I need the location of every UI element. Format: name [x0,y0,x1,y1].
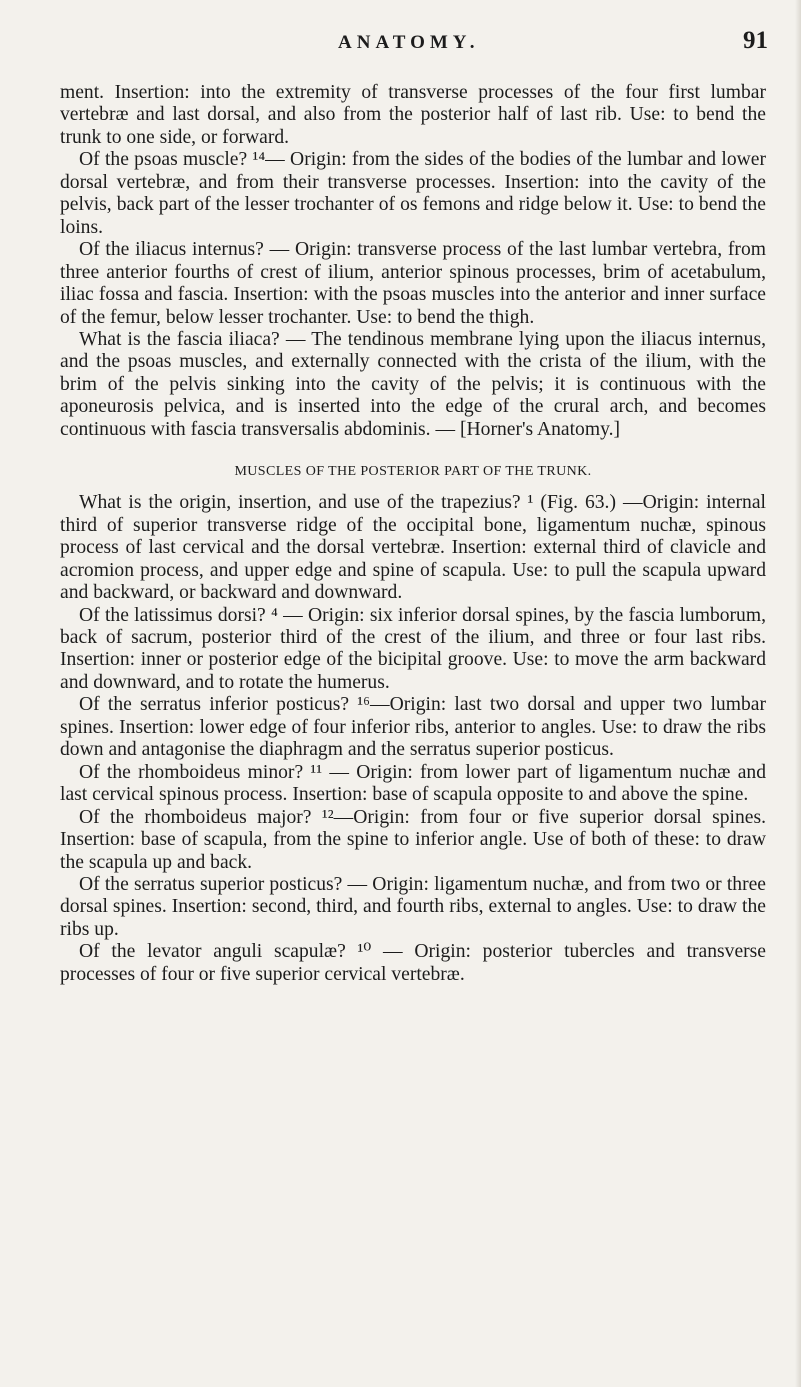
paragraph-psoas: Of the psoas muscle? ¹⁴— Origin: from the sides of the bodies of the lumbar and lower dorsal vertebræ, and from their transverse processes. Insertion: into the cavity of the pelvis, back part of the lesser trochanter of os femons and ridge below it. Use: to bend the loins. [60,149,766,238]
paragraph-iliacus-internus: Of the iliacus internus? — Origin: transverse process of the last lumbar vertebra, from three anterior fourths of crest of ilium, anterior spinous processes, brim of acetabulum, iliac fossa and fascia. Insertion: with the psoas muscles into the anterior and inner surface of the femur, below lesser trochanter. Use: to bend the thigh. [60,239,766,328]
paragraph-trapezius: What is the origin, insertion, and use of the trapezius? ¹ (Fig. 63.) —Origin: internal third of superior transverse ridge of the occipital bone, ligamentum nuchæ, spinous process of last cervical and the dorsal vertebræ. Insertion: external third of clavicle and acromion process, and upper edge and spine of scapula. Use: to pull the scapula upward and backward, or backward and downward. [60,492,766,604]
paragraph-rhomboideus-major: Of the rhomboideus major? ¹²—Origin: from four or five superior dorsal spines. Insertion: base of scapula, from the spine to inferior angle. Use of both of these: to draw the scapula up and back. [60,806,766,873]
running-head: ANATOMY. [338,32,480,53]
page-number: 91 [743,27,768,54]
paragraph-insertion-continued: ment. Insertion: into the extremity of transverse processes of the four first lumbar vertebræ and last dorsal, and also from the posterior half of last rib. Use: to bend the trunk to one side, or forward. [60,82,766,148]
paragraph-fascia-iliaca: What is the fascia iliaca? — The tendinous membrane lying upon the iliacus internus, and the psoas muscles, and externally connected with the crista of the ilium, with the brim of the pelvis sinking into the cavity of the pelvis; it is continuous with the aponeurosis pelvica, and is inserted into the edge of the crural arch, and becomes continuous with fascia transversalis abdominis. — [Horner's Anatomy.] [60,328,766,440]
paragraph-serratus-inferior: Of the serratus inferior posticus? ¹⁶—Origin: last two dorsal and upper two lumbar spines. Insertion: lower edge of four inferior ribs, anterior to angles. Use: to draw the ribs down and antagonise the diaphragm and the serratus superior posticus. [60,694,766,761]
page-edge-shadow [795,0,801,1387]
section-heading: MUSCLES OF THE POSTERIOR PART OF THE TRUNK. [234,464,592,480]
paragraph-serratus-superior: Of the serratus superior posticus? — Origin: ligamentum nuchæ, and from two or three dorsal spines. Insertion: second, third, and fourth ribs, external to angles. Use: to draw the ribs up. [60,873,766,940]
page-header [0,27,801,60]
paragraph-latissimus-dorsi: Of the latissimus dorsi? ⁴ — Origin: six inferior dorsal spines, by the fascia lumborum, back of sacrum, posterior third of the crest of the ilium, and three or four last ribs. Insertion: inner or posterior edge of the bicipital groove. Use: to move the arm backward and downward, and to rotate the humerus. [60,604,766,693]
paragraph-levator-anguli: Of the levator anguli scapulæ? ¹⁰ — Origin: posterior tubercles and transverse processes of four or five superior cervical vertebræ. [60,941,766,985]
page-body [60,82,766,986]
paragraph-rhomboideus-minor: Of the rhomboideus minor? ¹¹ — Origin: from lower part of ligamentum nuchæ and last cervical spinous process. Insertion: base of scapula opposite to and above the spine. [60,761,766,806]
